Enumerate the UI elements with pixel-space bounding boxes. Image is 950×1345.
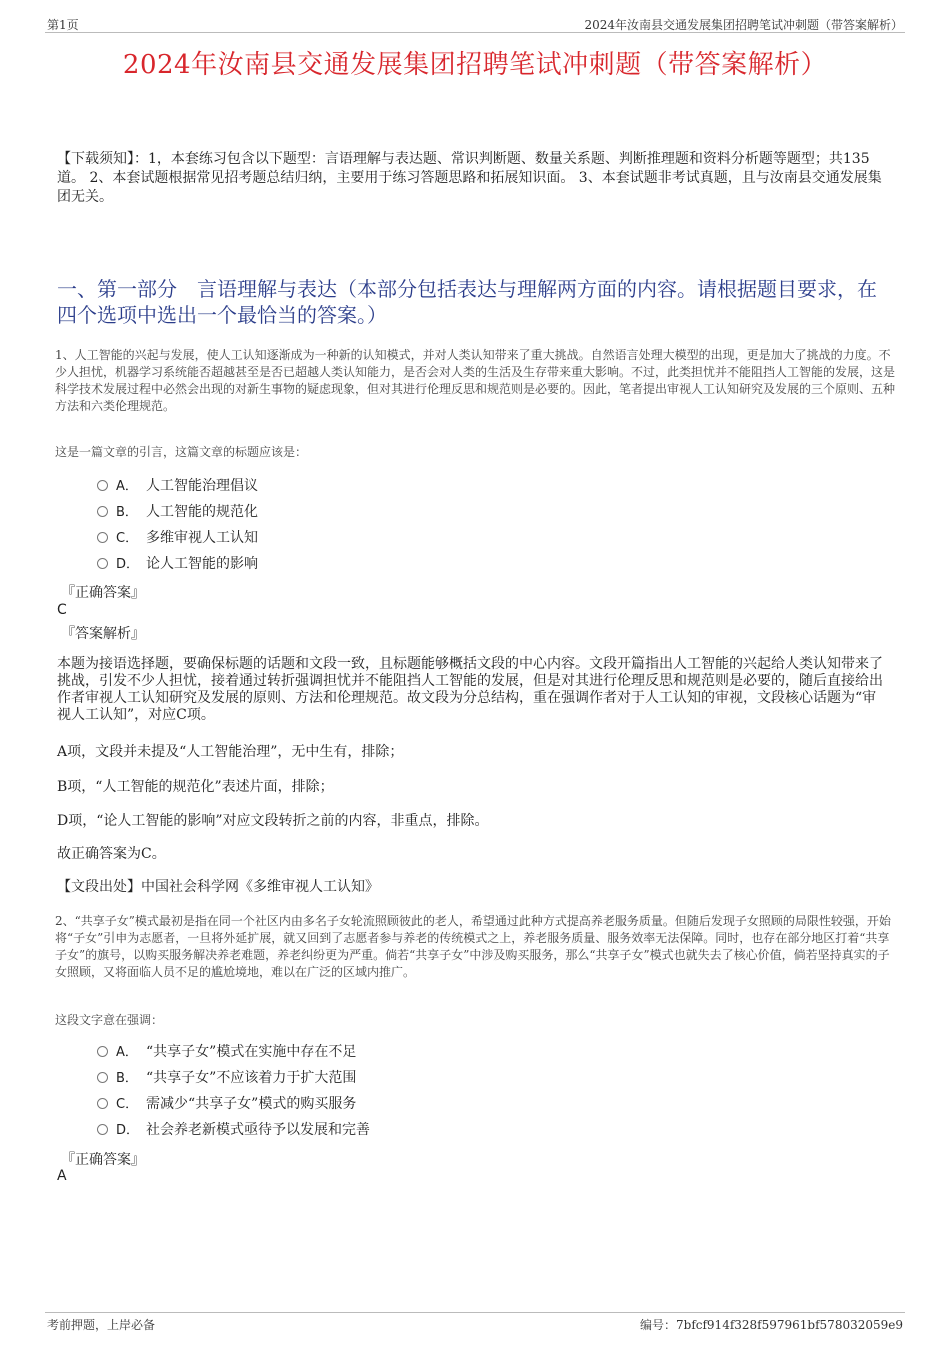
q2-option-a[interactable]: A． “共享子女”模式在实施中存在不足 — [97, 1042, 356, 1062]
page-footer — [45, 1312, 905, 1333]
q1-analysis-label: 『答案解析』 — [61, 626, 145, 642]
q1-conclusion: 故正确答案为C。 — [57, 846, 166, 862]
radio-icon[interactable] — [97, 1072, 108, 1083]
page-number: 第1页 — [47, 18, 79, 32]
radio-icon[interactable] — [97, 1046, 108, 1057]
footer-serial: 编号：7bfcf914f328f597961bf578032059e9 — [640, 1318, 903, 1332]
section-heading: 一、第一部分 言语理解与表达（本部分包括表达与理解两方面的内容。请根据题目要求，在四个选项中选出一个最恰当的答案。） — [57, 277, 877, 327]
download-notice: 【下载须知】：1，本套练习包含以下题型：言语理解与表达题、常识判断题、数量关系题、判断推理题和资料分析题等题型；共135道。 2、本套试题根据常见招考题总结归纳，主要用于练习答题思路和拓展知识面。 3、本套试题非考试真题，且与汝南县交通发展集团无关。 — [57, 151, 882, 205]
radio-icon[interactable] — [97, 1098, 108, 1109]
q1-note-b: B项，“人工智能的规范化”表述片面，排除； — [57, 779, 334, 795]
question-2-prompt: 这段文字意在强调： — [55, 1013, 164, 1027]
question-1-prompt: 这是一篇文章的引言，这篇文章的标题应该是： — [55, 445, 308, 459]
radio-icon[interactable] — [97, 480, 108, 491]
question-1-text: 1、人工智能的兴起与发展，使人工认知逐渐成为一种新的认知模式，并对人类认知带来了重大挑战。自然语言处理大模型的出现，更是加大了挑战的力度。不少人担忧，机器学习系统能否超越甚至是否已超越人类认知能力，是否会对人类的生活及生存带来重大影响。不过，此类担忧并不能阻挡人工智能的发展，这是科学技术发展过程中必然会出现的对新生事物的疑虑现象，但对其进行伦理反思和规范则是必要的。因此，笔者提出审视人工认知研究及发展的三个原则、五种方法和六类伦理规范。 — [55, 348, 896, 413]
q1-option-c[interactable]: C． 多维审视人工认知 — [97, 528, 258, 548]
q1-option-b[interactable]: B． 人工智能的规范化 — [97, 502, 258, 522]
question-2-text: 2、“共享子女”模式最初是指在同一个社区内由多名子女轮流照顾彼此的老人，希望通过此种方式提高养老服务质量。但随后发现子女照顾的局限性较强，开始将“子女”引申为志愿者，一旦将外延扩展，就又回到了志愿者参与养老的传统模式之上，养老服务质量、服务效率无法保障。同时，也存在部分地区打着“共享子女”的旗号，以购买服务解决养老难题，养老纠纷更为严重。倘若“共享子女”中涉及购买服务，那么“共享子女”模式也就失去了核心价值，倘若坚持真实的子女照顾，又将面临人员不足的尴尬境地，难以在广泛的区域内推广。 — [55, 914, 891, 979]
q1-answer-label: 『正确答案』 — [61, 585, 145, 601]
radio-icon[interactable] — [97, 558, 108, 569]
q1-answer: C — [57, 602, 67, 618]
q1-analysis: 本题为接语选择题，要确保标题的话题和文段一致，且标题能够概括文段的中心内容。文段开篇指出人工智能的兴起给人类认知带来了挑战，引发不少人担忧，接着通过转折强调担忧并不能阻挡人工智能的发展，但是对其进行伦理反思和规范则是必要的，随后直接给出作者审视人工认知研究及发展的原则、方法和伦理规范。故文段为分总结构，重在强调作者对于人工认知的审视，文段核心话题为“审视人工认知”，对应C项。 — [57, 656, 883, 723]
q2-option-c[interactable]: C． 需减少“共享子女”模式的购买服务 — [97, 1094, 356, 1114]
q2-answer-label: 『正确答案』 — [61, 1152, 145, 1168]
radio-icon[interactable] — [97, 1124, 108, 1135]
q1-option-a[interactable]: A． 人工智能治理倡议 — [97, 476, 258, 496]
document-title: 2024年汝南县交通发展集团招聘笔试冲刺题（带答案解析） — [122, 50, 828, 80]
radio-icon[interactable] — [97, 506, 108, 517]
radio-icon[interactable] — [97, 532, 108, 543]
q2-option-b[interactable]: B． “共享子女”不应该着力于扩大范围 — [97, 1068, 356, 1088]
q2-option-d[interactable]: D． 社会养老新模式亟待予以发展和完善 — [97, 1120, 370, 1140]
page-header — [45, 14, 905, 33]
q1-note-a: A项，文段并未提及“人工智能治理”，无中生有，排除； — [57, 744, 404, 760]
q1-note-d: D项，“论人工智能的影响”对应文段转折之前的内容，非重点，排除。 — [57, 813, 489, 829]
q1-option-d[interactable]: D． 论人工智能的影响 — [97, 554, 258, 574]
footer-slogan: 考前押题，上岸必备 — [47, 1318, 156, 1332]
q1-source: 【文段出处】中国社会科学网《多维审视人工认知》 — [57, 879, 379, 895]
header-doc-title: 2024年汝南县交通发展集团招聘笔试冲刺题（带答案解析） — [584, 18, 903, 32]
q2-answer: A — [57, 1168, 67, 1184]
